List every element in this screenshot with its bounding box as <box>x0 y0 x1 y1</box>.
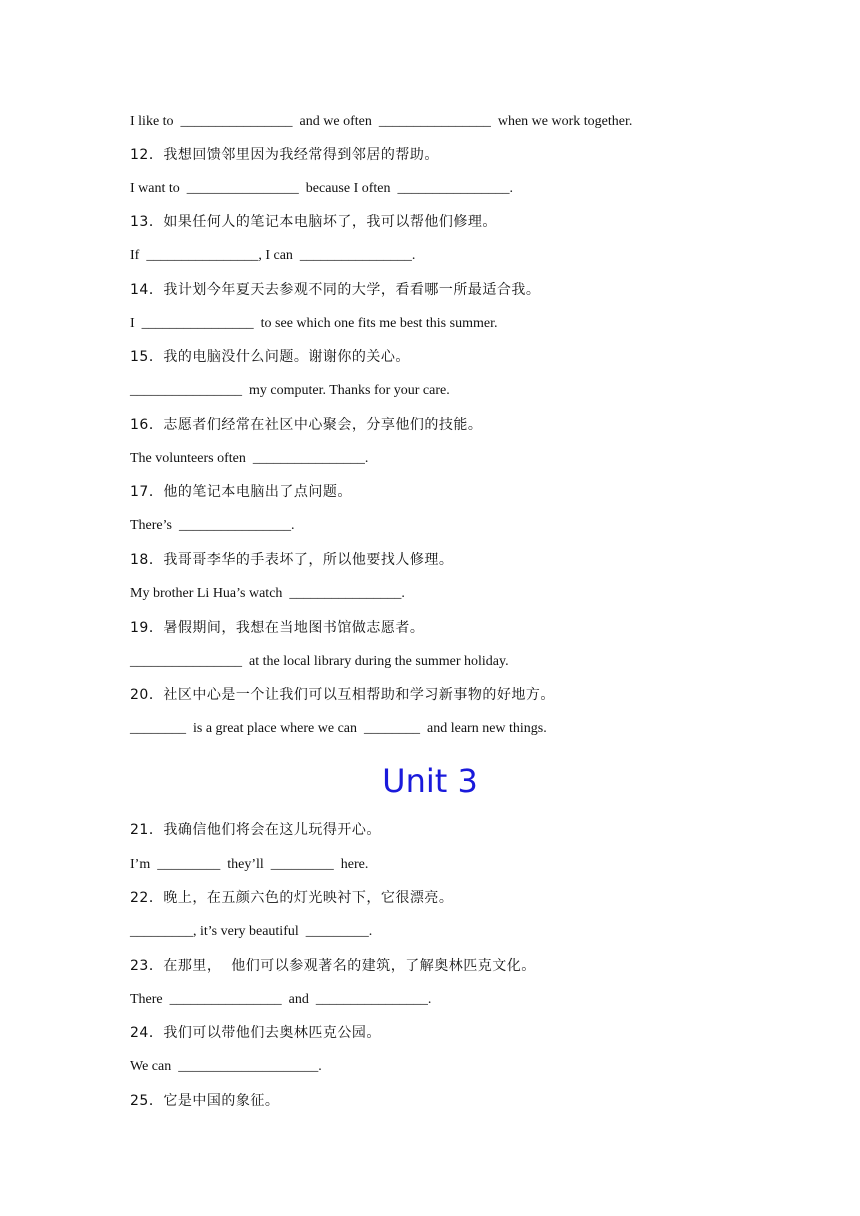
q17-zh: 17．他的笔记本电脑出了点问题。 <box>130 484 352 500</box>
q17-en: There’s ________________. <box>130 518 295 533</box>
q16-zh: 16．志愿者们经常在社区中心聚会，分享他们的技能。 <box>130 417 483 433</box>
q21-en: I’m _________ they’ll _________ here. <box>130 857 369 872</box>
q20-zh: 20．社区中心是一个让我们可以互相帮助和学习新事物的好地方。 <box>130 687 555 703</box>
q19-en: ________________ at the local library during the summer holiday. <box>130 654 509 669</box>
q13-en: If ________________, I can ________________. <box>130 248 416 263</box>
q19-zh: 19．暑假期间，我想在当地图书馆做志愿者。 <box>130 620 425 636</box>
q13-zh: 13．如果任何人的笔记本电脑坏了，我可以帮他们修理。 <box>130 214 497 230</box>
q23-zh: 23．在那里， 他们可以参观著名的建筑，了解奥林匹克文化。 <box>130 958 536 974</box>
q14-zh: 14．我计划今年夏天去参观不同的大学，看看哪一所最适合我。 <box>130 282 541 298</box>
unit-heading: Unit 3 <box>382 762 478 800</box>
q20-en: ________ is a great place where we can ________ and learn new things. <box>130 721 547 736</box>
q18-zh: 18．我哥哥李华的手表坏了，所以他要找人修理。 <box>130 552 454 568</box>
q18-en: My brother Li Hua’s watch ________________. <box>130 586 405 601</box>
q24-zh: 24．我们可以带他们去奥林匹克公园。 <box>130 1025 381 1041</box>
q22-zh: 22．晚上，在五颜六色的灯光映衬下，它很漂亮。 <box>130 890 454 906</box>
q15-en: ________________ my computer. Thanks for your care. <box>130 383 450 398</box>
q22-en: _________, it’s very beautiful _________. <box>130 924 373 939</box>
q16-en: The volunteers often ________________. <box>130 451 369 466</box>
q15-zh: 15．我的电脑没什么问题。谢谢你的关心。 <box>130 349 410 365</box>
q24-en: We can ____________________. <box>130 1059 322 1074</box>
q25-zh: 25．它是中国的象征。 <box>130 1093 280 1109</box>
q21-zh: 21．我确信他们将会在这儿玩得开心。 <box>130 822 381 838</box>
q23-en: There ________________ and ________________. <box>130 992 432 1007</box>
q12-zh: 12．我想回馈邻里因为我经常得到邻居的帮助。 <box>130 147 439 163</box>
q14-en: I ________________ to see which one fits me best this summer. <box>130 316 498 331</box>
q12-en: I want to ________________ because I often ________________. <box>130 181 513 196</box>
line-11-en: I like to ________________ and we often ________________ when we work together. <box>130 114 633 129</box>
